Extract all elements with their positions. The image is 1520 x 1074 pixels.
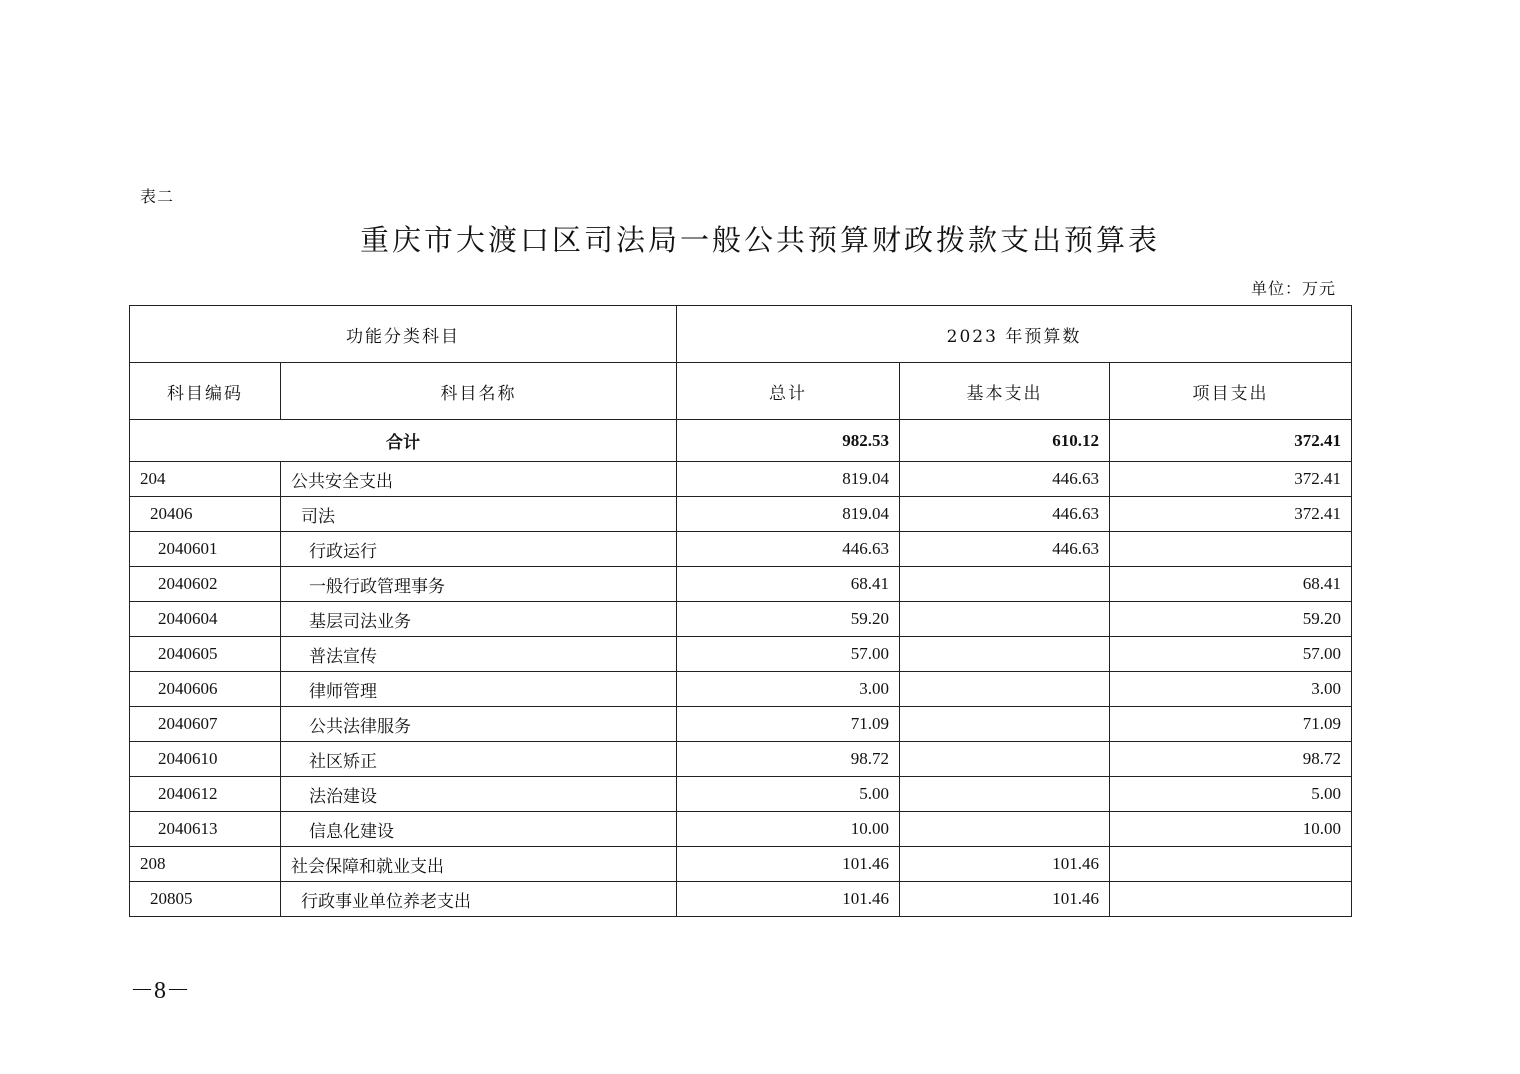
cell-total: 101.46 — [677, 882, 900, 917]
cell-total: 59.20 — [677, 602, 900, 637]
cell-code: 20805 — [130, 882, 281, 917]
page-title: 重庆市大渡口区司法局一般公共预算财政拨款支出预算表 — [359, 223, 1160, 257]
cell-name: 行政运行 — [281, 532, 677, 567]
cell-basic: 446.63 — [900, 532, 1110, 567]
cell-project: 59.20 — [1110, 602, 1352, 637]
budget-table — [129, 305, 1352, 917]
cell-project — [1110, 882, 1352, 917]
cell-project: 10.00 — [1110, 812, 1352, 847]
header-group-row — [130, 306, 1352, 363]
table-row — [130, 672, 1352, 707]
cell-name: 普法宣传 — [281, 637, 677, 672]
cell-name: 公共法律服务 — [281, 707, 677, 742]
cell-name: 司法 — [281, 497, 677, 532]
total-total: 982.53 — [677, 420, 900, 462]
cell-total: 3.00 — [677, 672, 900, 707]
header-name: 科目名称 — [281, 363, 677, 420]
cell-basic — [900, 672, 1110, 707]
cell-name: 公共安全支出 — [281, 462, 677, 497]
cell-total: 57.00 — [677, 637, 900, 672]
page-number: －8－ — [130, 978, 190, 1004]
cell-basic: 446.63 — [900, 462, 1110, 497]
table-row — [130, 637, 1352, 672]
cell-basic — [900, 602, 1110, 637]
table-row — [130, 567, 1352, 602]
cell-basic — [900, 812, 1110, 847]
cell-basic — [900, 707, 1110, 742]
cell-name: 一般行政管理事务 — [281, 567, 677, 602]
cell-code: 2040613 — [130, 812, 281, 847]
cell-code: 2040607 — [130, 707, 281, 742]
cell-basic — [900, 637, 1110, 672]
header-budget-year: 2023 年预算数 — [677, 306, 1352, 363]
table-row — [130, 777, 1352, 812]
cell-total: 68.41 — [677, 567, 900, 602]
cell-project: 5.00 — [1110, 777, 1352, 812]
cell-project: 372.41 — [1110, 497, 1352, 532]
cell-total: 101.46 — [677, 847, 900, 882]
cell-basic: 101.46 — [900, 847, 1110, 882]
cell-code: 2040606 — [130, 672, 281, 707]
cell-project: 71.09 — [1110, 707, 1352, 742]
cell-code: 204 — [130, 462, 281, 497]
cell-basic: 446.63 — [900, 497, 1110, 532]
cell-name: 信息化建设 — [281, 812, 677, 847]
total-row — [130, 420, 1352, 462]
table-row — [130, 602, 1352, 637]
cell-total: 819.04 — [677, 497, 900, 532]
table-row — [130, 707, 1352, 742]
cell-code: 2040612 — [130, 777, 281, 812]
cell-total: 71.09 — [677, 707, 900, 742]
header-columns-row — [130, 363, 1352, 420]
cell-basic: 101.46 — [900, 882, 1110, 917]
cell-code: 2040602 — [130, 567, 281, 602]
cell-name: 律师管理 — [281, 672, 677, 707]
cell-project — [1110, 847, 1352, 882]
cell-project: 57.00 — [1110, 637, 1352, 672]
cell-name: 法治建设 — [281, 777, 677, 812]
cell-project: 68.41 — [1110, 567, 1352, 602]
cell-code: 2040604 — [130, 602, 281, 637]
table-row — [130, 742, 1352, 777]
header-basic: 基本支出 — [900, 363, 1110, 420]
table-row — [130, 812, 1352, 847]
unit-label: 单位：万元 — [1251, 279, 1337, 298]
cell-name: 基层司法业务 — [281, 602, 677, 637]
header-function-category: 功能分类科目 — [130, 306, 677, 363]
cell-basic — [900, 777, 1110, 812]
table-number: 表二 — [140, 187, 175, 206]
cell-project — [1110, 532, 1352, 567]
total-project: 372.41 — [1110, 420, 1352, 462]
table-row — [130, 882, 1352, 917]
cell-name: 社会保障和就业支出 — [281, 847, 677, 882]
cell-code: 2040610 — [130, 742, 281, 777]
table-row — [130, 497, 1352, 532]
cell-code: 20406 — [130, 497, 281, 532]
cell-code: 2040605 — [130, 637, 281, 672]
cell-name: 社区矫正 — [281, 742, 677, 777]
table-row — [130, 532, 1352, 567]
cell-total: 10.00 — [677, 812, 900, 847]
cell-code: 208 — [130, 847, 281, 882]
cell-project: 3.00 — [1110, 672, 1352, 707]
table-row — [130, 462, 1352, 497]
cell-code: 2040601 — [130, 532, 281, 567]
cell-total: 819.04 — [677, 462, 900, 497]
cell-total: 446.63 — [677, 532, 900, 567]
cell-project: 98.72 — [1110, 742, 1352, 777]
cell-total: 5.00 — [677, 777, 900, 812]
header-total: 总计 — [677, 363, 900, 420]
cell-basic — [900, 742, 1110, 777]
header-code: 科目编码 — [130, 363, 281, 420]
header-project: 项目支出 — [1110, 363, 1352, 420]
table-row — [130, 847, 1352, 882]
total-basic: 610.12 — [900, 420, 1110, 462]
cell-basic — [900, 567, 1110, 602]
cell-total: 98.72 — [677, 742, 900, 777]
cell-name: 行政事业单位养老支出 — [281, 882, 677, 917]
cell-project: 372.41 — [1110, 462, 1352, 497]
total-label: 合计 — [130, 420, 677, 462]
